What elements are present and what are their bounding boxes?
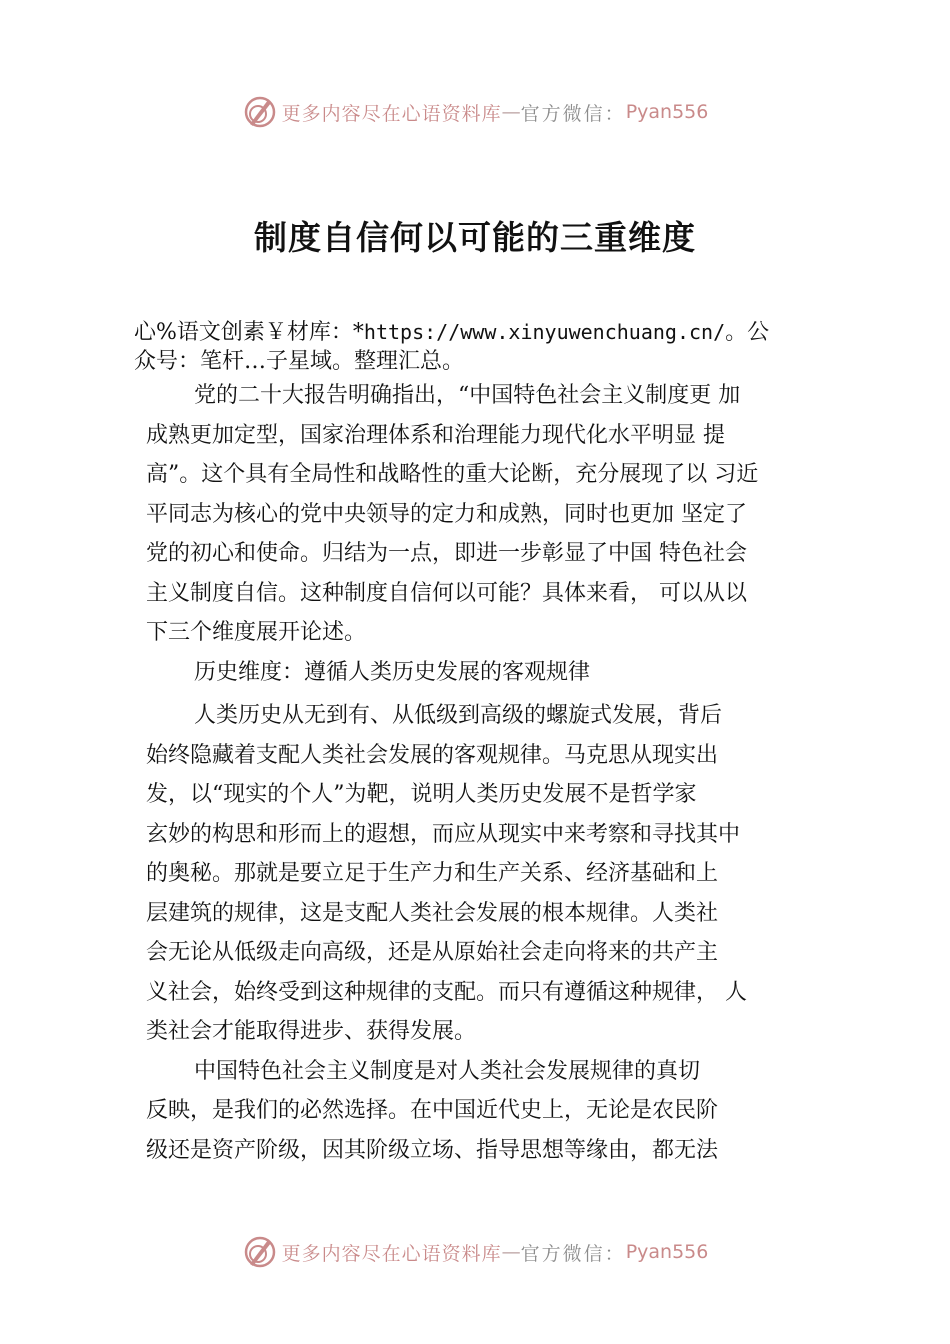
paragraph-line: 下三个维度展开论述。 — [146, 620, 367, 645]
paragraph-line: 主义制度自信。这种制度自信何以可能？具体来看， 可以从以 — [146, 580, 747, 606]
banner-text: 更多内容尽在心语资料库 — [281, 1242, 502, 1265]
paragraph-line: 成熟更加定型，国家治理体系和治理能力现代化水平明显 提 — [146, 422, 725, 448]
banner-wechat-id: Pyan556 — [625, 101, 709, 123]
paragraph-line: 人类历史从无到有、从低级到高级的螺旋式发展，背后 — [194, 703, 723, 728]
paragraph-line: 高”。这个具有全局性和战略性的重大论断，充分展现了以 习近 — [146, 462, 759, 487]
banner-text: 更多内容尽在心语资料库 — [281, 102, 502, 125]
paragraph-line: 党的初心和使命。归结为一点，即进一步彰显了中国 特色社会 — [146, 541, 747, 566]
banner-wechat-label: 官方微信： — [520, 102, 626, 125]
paragraph-line: 始终隐藏着支配人类社会发展的客观规律。马克思从现实出 — [146, 742, 719, 768]
paragraph-line: 党的二十大报告明确指出，“中国特色社会主义制度更 加 — [194, 383, 741, 408]
header-banner — [0, 92, 950, 132]
section-heading-text: 历史维度：遵循人类历史发展的客观规律 — [194, 659, 591, 685]
source-line-1 — [134, 318, 834, 347]
paragraph-line: 类社会才能取得进步、获得发展。 — [146, 1019, 477, 1044]
source-prefix: 心%语文创素￥材库：* — [134, 320, 364, 345]
paragraph-line: 的奥秘。那就是要立足于生产力和生产关系、经济基础和上 — [146, 861, 719, 886]
banner-wechat-label: 官方微信： — [520, 1242, 626, 1265]
section-heading-history — [146, 653, 836, 693]
paragraph-line: 层建筑的规律，这是支配人类社会发展的根本规律。人类社 — [146, 900, 719, 926]
source-suffix: 。公 — [725, 320, 770, 345]
source-line-2: 众号：笔杆…子星域。整理汇总。 — [134, 349, 465, 374]
pen-circle-logo-icon — [242, 94, 278, 130]
paragraph-line: 反映，是我们的必然选择。在中国近代史上，无论是农民阶 — [146, 1098, 719, 1123]
paragraph-line: 会无论从低级走向高级，还是从原始社会走向将来的共产主 — [146, 940, 719, 965]
footer-banner — [0, 1232, 950, 1272]
paragraph-line: 中国特色社会主义制度是对人类社会发展规律的真切 — [194, 1058, 701, 1084]
banner-separator: — — [501, 1241, 521, 1263]
paragraph-line: 级还是资产阶级，因其阶级立场、指导思想等缘由，都无法 — [146, 1137, 719, 1163]
document-body — [146, 376, 836, 1170]
banner-wechat-id: Pyan556 — [625, 1241, 709, 1263]
paragraph-line: 义社会，始终受到这种规律的支配。而只有遵循这种规律， 人 — [146, 979, 747, 1005]
document-title: 制度自信何以可能的三重维度 — [254, 218, 696, 257]
paragraph-line: 玄妙的构思和形而上的遐想，而应从现实中来考察和寻找其中 — [146, 821, 741, 847]
source-url[interactable]: https://www.xinyuwenchuang.cn/ — [363, 320, 726, 344]
paragraph-line: 发，以“现实的个人”为靶，说明人类历史发展不是哲学家 — [146, 782, 697, 807]
paragraph-history-1 — [146, 696, 836, 1052]
pen-circle-logo-icon — [242, 1234, 278, 1270]
source-note — [134, 318, 834, 376]
paragraph-intro — [146, 376, 836, 653]
banner-separator: — — [501, 101, 521, 123]
paragraph-line: 平同志为核心的党中央领导的定力和成熟，同时也更加 坚定了 — [146, 501, 747, 527]
paragraph-history-2 — [146, 1052, 836, 1171]
